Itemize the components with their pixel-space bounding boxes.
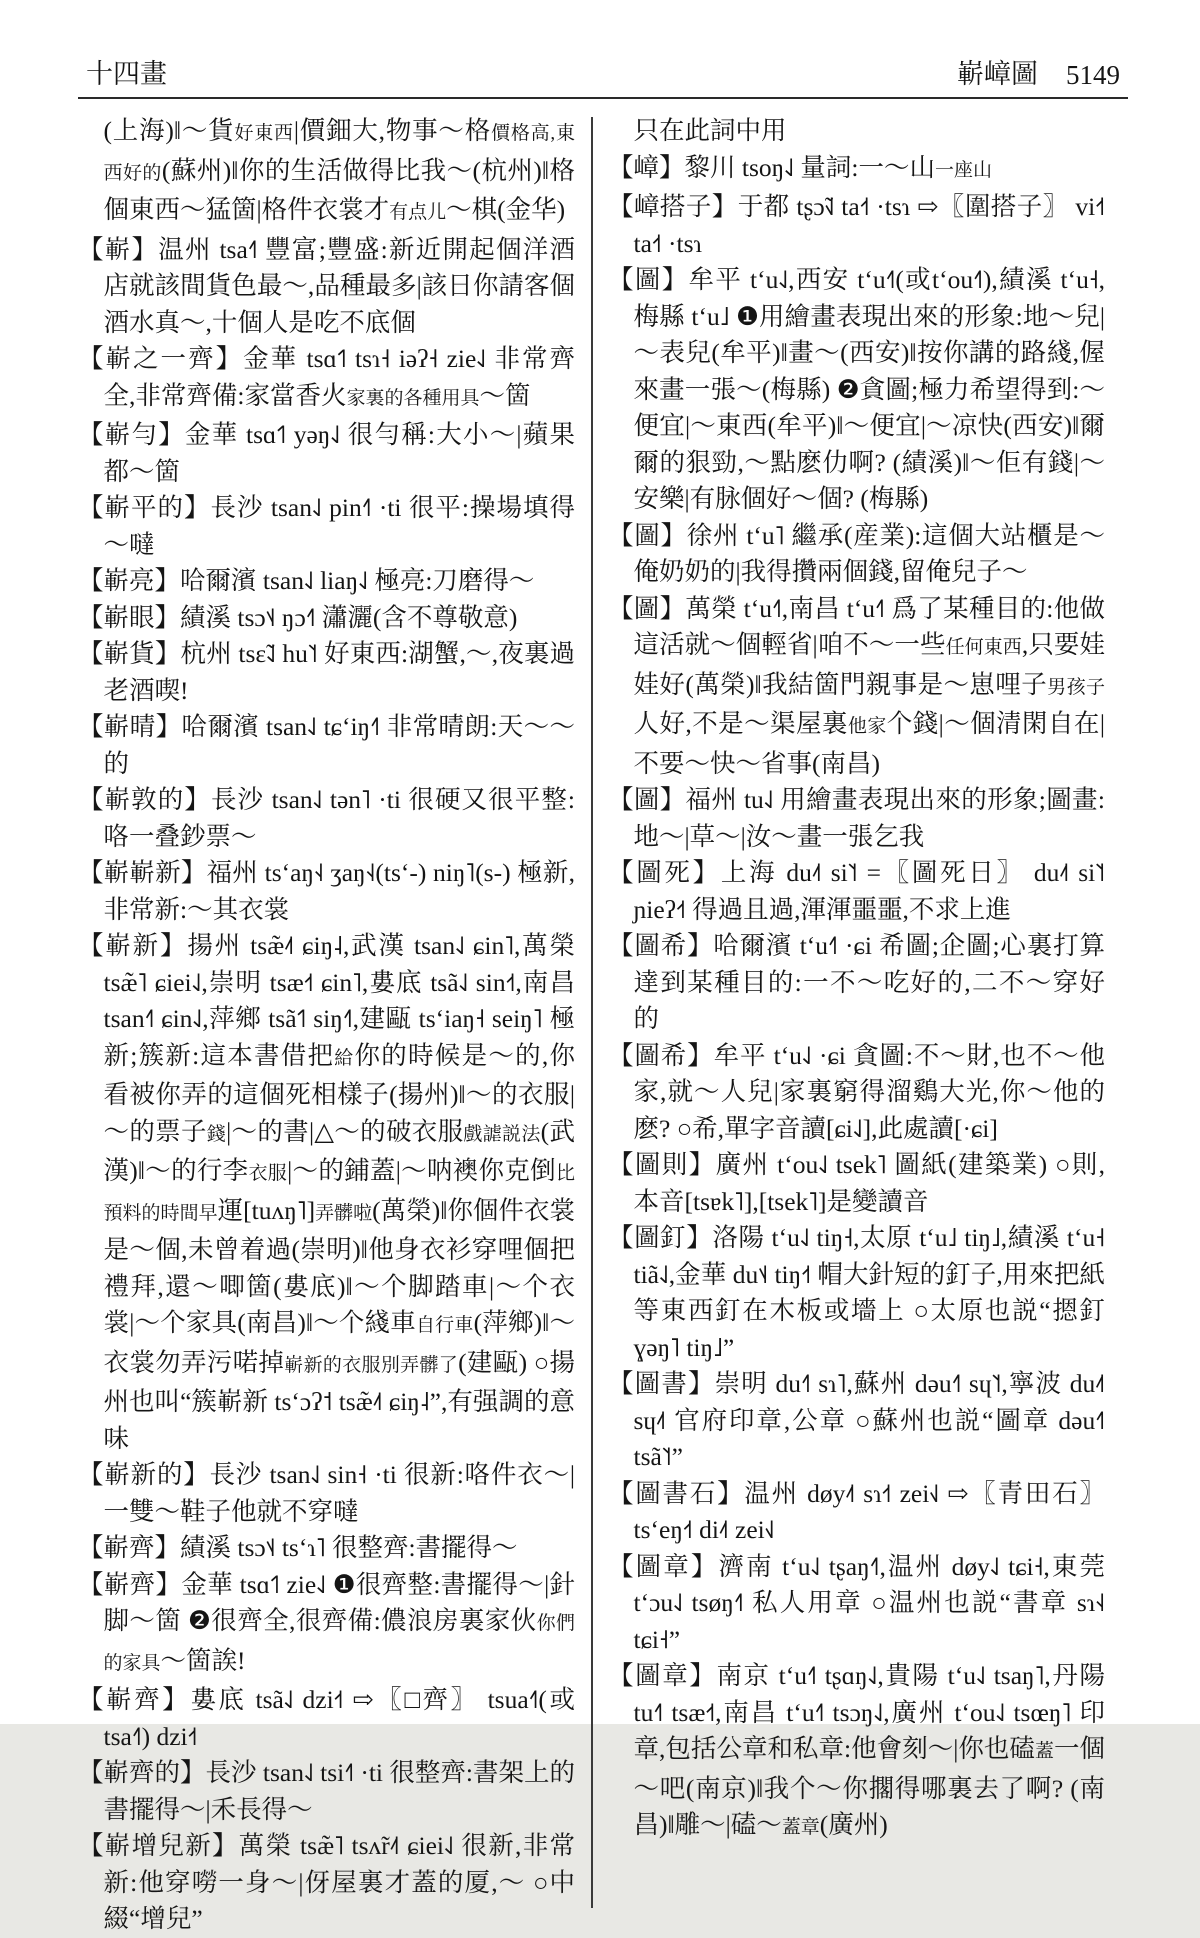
entry-text: 【嶄齊的】長沙 tsan˨˩ tsi˧˥ ·ti 很整齊:書架上的書擺得～|禾長得～: [78, 1758, 575, 1824]
dictionary-entry: [78, 709, 575, 782]
dictionary-entry: [78, 1567, 575, 1683]
dictionary-entry: [608, 1549, 1105, 1659]
dictionary-entry: [608, 928, 1105, 1038]
gloss-small-text: 弄髒啦: [315, 1202, 373, 1224]
dictionary-entry: [608, 518, 1105, 591]
entry-text: 【圖死】上海 du˨˦ si˥˦ =〖圖死日〗 du˨˦ si˥˦ ɲieʔ˧˦ 得過且過,渾渾噩噩,不求上進: [608, 858, 1105, 924]
entry-text: |～的書|△～的破衣服: [226, 1116, 464, 1146]
entry-text: 【嶂搭子】于都 tʂɔ̃˧˩ ta˧˦ ·tsɿ ⇨〖圍搭子〗 vi˧˦ ta˧˦ ·tsɿ: [608, 192, 1105, 258]
gloss-small-text: 有点儿: [389, 202, 447, 223]
gloss-small-text: 家裏的各種用具: [346, 387, 480, 409]
entry-text: 【嶄平的】長沙 tsan˨˩ pin˧˥ ·ti 很平:操場填得～噠: [78, 493, 575, 559]
dictionary-entry: [608, 1366, 1105, 1476]
entry-text: (武漢)‖～的行李: [103, 1116, 575, 1185]
entry-text: 【嶄】温州 tsa˧˥ 豐富;豐盛:新近開起個洋酒店就該間貨色最～,品種最多|該日你請客個酒水真～,十個人是吃不底個: [78, 234, 575, 337]
dictionary-entry: [608, 1658, 1105, 1847]
dictionary-entry: [608, 262, 1105, 518]
entry-text: 人好,不是～渠屋裏: [633, 709, 848, 738]
entry-text: 你的時候是～的,你看被你弄的這個死相樣子(揚州)‖～的衣服|～的票子: [103, 1040, 575, 1146]
gloss-small-text: 自行車: [415, 1315, 474, 1336]
entry-text: 【圖】福州 tu˨˩ 用繪畫表現出來的形象;圖畫:地～|草～|汝～畫一張乞我: [608, 785, 1105, 851]
gloss-small-text: 衣服: [248, 1163, 288, 1184]
gloss-small-text: 嶄新的衣服別弄髒了: [284, 1354, 459, 1376]
entry-text: 【圖則】廣州 tʻou˨˩ tsek˥ 圖紙(建築業) ○則,本音[tsɐk˥],[tsek˥]是變讀音: [608, 1150, 1105, 1216]
page-header: [78, 52, 1128, 97]
stroke-section-label: 十四畫: [86, 59, 167, 89]
dictionary-entry: [78, 1457, 575, 1530]
dictionary-entry: [608, 1476, 1105, 1549]
gloss-small-text: 戲謔説法: [463, 1123, 541, 1145]
entry-text: 【嶄之一齊】金華 tsɑ˦˥ tsɿ˧ iəʔ˧ zie˨˩ 非常齊全,非常齊備:家當香火: [78, 344, 575, 410]
entry-text: 【嶂】黎川 tsoŋ˨˩ 量詞:一～山: [608, 152, 935, 182]
entry-text: (蘇州)‖你的生活做得比我～(杭州)‖格個東西～猛箇|格件衣裳才: [103, 155, 575, 224]
dictionary-entry: [608, 782, 1105, 855]
dictionary-entry: [78, 1828, 575, 1938]
entry-text: 【圖書】崇明 du˧˥ sɿ˥,蘇州 dəu˧˥ sɥ˥˦,寧波 du˨˦ sɥ˨˦ 官府印章,公章 ○蘇州也説“圖章 dəu˧˥ tsã˥˦”: [608, 1369, 1105, 1471]
entry-text: ～箇誒!: [160, 1645, 246, 1675]
entry-text: 【嶄齊】金華 tsɑ˦˥ zie˨˩ ❶很齊整:書擺得～|針脚～箇 ❷很齊全,很齊備:儂浪房裏家伙: [78, 1569, 575, 1635]
column-right: [608, 113, 1105, 1938]
dictionary-entry: [78, 1755, 575, 1828]
entry-text: 【嶄齊】績溪 tsɔ˦˨ tsʻɿ˥ 很整齊:書擺得～: [78, 1533, 518, 1562]
entry-text: 【圖書石】温州 døy˨˦ sɿ˧˦ zei˧˩ ⇨〖青田石〗 tsʻeŋ˧˦ di˨˦ zei˧˩: [608, 1478, 1105, 1544]
dictionary-entry: [78, 855, 575, 928]
entry-text: (廣州): [819, 1810, 888, 1839]
column-divider: [591, 117, 593, 1908]
entry-text: 一個～吧(南京)‖我个～你擱得哪裏去了啊? (南昌)‖雕～|磕～: [633, 1734, 1105, 1839]
entry-text: 【嶄新的】長沙 tsan˨˩ sin˧ ·ti 很新:咯件衣～|一雙～鞋子他就不穿噠: [78, 1460, 575, 1526]
dictionary-entry: [78, 490, 575, 563]
dictionary-entry: [78, 417, 575, 490]
entry-text: 【圖希】牟平 tʻu˨˩ ·ɕi 貪圖:不～財,也不～他家,就～人兒|家裏窮得溜鷄大光,你～他的麽? ○希,單字音讀[ɕi˨˩],此處讀[·ɕi]: [608, 1040, 1105, 1143]
gloss-small-text: 男孩子: [1047, 676, 1105, 698]
header-rule: [78, 97, 1128, 99]
page-number: 5149: [1066, 60, 1120, 90]
entry-text: ～箇: [479, 380, 531, 410]
entry-text: 只在此詞中用: [633, 116, 787, 145]
dictionary-entry: [608, 591, 1105, 783]
entry-text: (萍鄉)‖～衣裳勿弄污喏掉: [103, 1308, 575, 1377]
gloss-small-text: 他家: [847, 716, 887, 737]
entry-text: 【嶄增兒新】萬榮 tsæ̃˥ tsʌ̃r˨˦ ɕiei˨˩ 很新,非常新:他穿嘮一身～|伢屋裏才蓋的厦,～ ○中綴“增兒”: [78, 1831, 575, 1933]
dictionary-entry: [78, 928, 575, 1457]
continuation-text: [78, 113, 575, 232]
continuation-text: [608, 113, 1105, 150]
entry-text: 【圖】牟平 tʻu˨˩,西安 tʻu˧˥(或tʻou˧˥),績溪 tʻu˧,梅縣 tʻu˩ ❶用繪畫表現出來的形象:地～兒|～表兒(牟平)‖畫～(西安)‖按你講的路綫,偓來畫一張～(梅縣) ❷貪圖;極力希望得到:～便宜|～東西(牟平)‖～便宜|～凉快(西安)‖爾爾的狠勁,～點麽仂啊? (績溪)‖～佢有錢|～安樂|有脉個好～個? (梅縣): [608, 265, 1105, 513]
entry-text: 【圖希】哈爾濱 tʻu˧˥ ·ɕi 希圖;企圖;心裏打算達到某種目的:一不～吃好的,二不～穿好的: [608, 931, 1105, 1033]
dictionary-entry: [78, 563, 575, 600]
column-left: [78, 113, 575, 1938]
entry-text: 【圖】徐州 tʻu˥ 繼承(産業):這個大站櫃是～俺奶奶的|我得攢兩個錢,留俺兒子～: [608, 520, 1105, 586]
entry-text: (萬榮)‖你個件衣裳是～個,未曾着過(崇明)‖他身衣衫穿哩個把禮拜,還～唧箇(婁底)‖～个脚踏車|～个衣裳|～个家具(南昌)‖～个綫車: [103, 1195, 575, 1337]
gloss-small-text: 蓋: [1034, 1741, 1054, 1762]
dictionary-entry: [78, 341, 575, 417]
entry-text: 【圖】萬榮 tʻu˧˥,南昌 tʻu˧˥ 爲了某種目的:他做這活就～個輕省|咱不～一些: [608, 593, 1105, 659]
entry-text: 運[tuʌŋ˥]: [217, 1195, 316, 1225]
gloss-small-text: 一座山: [934, 159, 992, 181]
entry-text: ～棋(金华): [446, 195, 566, 224]
entry-text: 【嶄亮】哈爾濱 tsan˨˩ liaŋ˨˩ 極亮:刀磨得～: [78, 566, 535, 595]
entry-text: 【嶄敦的】長沙 tsan˨˩ tən˥ ·ti 很硬又很平整:咯一叠鈔票～: [78, 785, 575, 851]
gloss-small-text: 任何東西: [945, 637, 1022, 658]
entry-text: ,只要娃娃好(萬榮)‖我結箇門親事是～崽哩子: [633, 630, 1105, 699]
dictionary-entry: [78, 1530, 575, 1567]
entry-text: 【圖釘】洛陽 tʻu˨˩ tiŋ˧,太原 tʻu˩ tiŋ˩,績溪 tʻu˧ tiã˨˩,金華 du˦˨ tiŋ˧˦ 帽大針短的釘子,用來把紙等東西釘在木板或墻上 ○太原也説“摁釘 ɣəŋ˥ tiŋ˩”: [608, 1223, 1105, 1362]
gloss-small-text: 給: [334, 1047, 355, 1069]
entry-text: 【嶄齊】婁底 tsã˨˩ dzi˧˦ ⇨〖□齊〗 tsua˧˥(或tsa˧˥) dzi˧˦: [78, 1685, 575, 1751]
entry-text: 个錢|～個清閑自在|不要～快～省事(南昌): [633, 709, 1105, 778]
dictionary-entry: [78, 600, 575, 637]
entry-text: 【嶄晴】哈爾濱 tsan˨˩ tɕʻiŋ˧˥ 非常晴朗:天～～的: [78, 712, 575, 778]
gloss-small-text: 好東西: [234, 123, 294, 144]
dictionary-entry: [78, 1682, 575, 1755]
entry-text: 【嶄眼】績溪 tsɔ˦˨ ŋɔ˧˥ 瀟灑(含不尊敬意): [78, 602, 518, 632]
dictionary-entry: [78, 636, 575, 709]
gloss-small-text: 錢: [206, 1123, 227, 1145]
dictionary-entry: [608, 1147, 1105, 1220]
gloss-small-text: 價格高,東西好的: [103, 123, 575, 184]
entry-text: |價鈿大,物事～格: [293, 116, 492, 145]
entry-text: |～的鋪蓋|～呐襖你克倒: [287, 1156, 556, 1185]
entry-text: 【嶄貨】杭州 tsɛ̃˨˩ hu˥˦ 好東西:湖蟹,～,夜裏過老酒喫!: [78, 639, 575, 705]
running-head-characters: 嶄嶂圖: [957, 59, 1038, 89]
entry-text: 【嶄新】揚州 tsæ̃˨˦ ɕiŋ˨,武漢 tsan˨˩ ɕin˥,萬榮 tsæ̃˥ ɕiei˨˩,崇明 tsæ˧˦ ɕin˥,婁底 tsã˨˩ sin˧˦,南昌 tsan˧˥ ɕin˨˩,萍鄉 tsã˦˥ siŋ˧˥,建甌 tsʻiaŋ˧ seiŋ˥ 極新;簇新:這本書借把: [78, 931, 575, 1070]
entry-text: 【圖章】南京 tʻu˧˥ tʂɑŋ˨˩,貴陽 tʻu˨˩ tsaŋ˥,丹陽 tu˧˥ tsæ˧˦,南昌 tʻu˧˥ tsɔŋ˨˩,廣州 tʻou˨˩ tsœŋ˥ 印章,包括公章和私章:他會刻～|你也磕: [608, 1661, 1105, 1763]
dictionary-entry: [78, 232, 575, 342]
gloss-small-text: 蓋章: [781, 1817, 820, 1838]
dictionary-entry: [608, 1038, 1105, 1148]
entry-text: 【圖章】濟南 tʻu˨˩ tʂaŋ˧˥,温州 døy˨˩ tɕi˧,東莞 tʻɔu˨˩ tsøŋ˧˥ 私人用章 ○温州也説“書章 sɿ˧˨ tɕi˧”: [608, 1551, 1105, 1654]
entry-text: (上海)‖～貨: [103, 116, 235, 145]
gloss-small-text: 你們的家具: [103, 1613, 575, 1674]
gloss-small-text: 比預料的時間早: [103, 1163, 575, 1224]
dictionary-entry: [608, 189, 1105, 262]
entry-text: 【嶄嶄新】福州 tsʻaŋ˧˨ ʒaŋ˧˨(tsʻ-) niŋ˥(s-) 極新,非常新:～其衣裳: [78, 858, 575, 924]
entry-text: 【嶄勻】金華 tsɑ˦˥ yəŋ˨˩ 很勻稱:大小～|蘋果都～箇: [78, 420, 575, 486]
dictionary-entry: [608, 855, 1105, 928]
entry-text: (建甌) ○揚州也叫“簇嶄新 tsʻɔʔ˦ tsæ̃˨˦ ɕiŋ˨”,有强調的意味: [103, 1347, 575, 1453]
dictionary-entry: [608, 150, 1105, 190]
two-column-body: [78, 113, 1128, 1938]
dictionary-entry: [608, 1220, 1105, 1366]
dictionary-entry: [78, 782, 575, 855]
